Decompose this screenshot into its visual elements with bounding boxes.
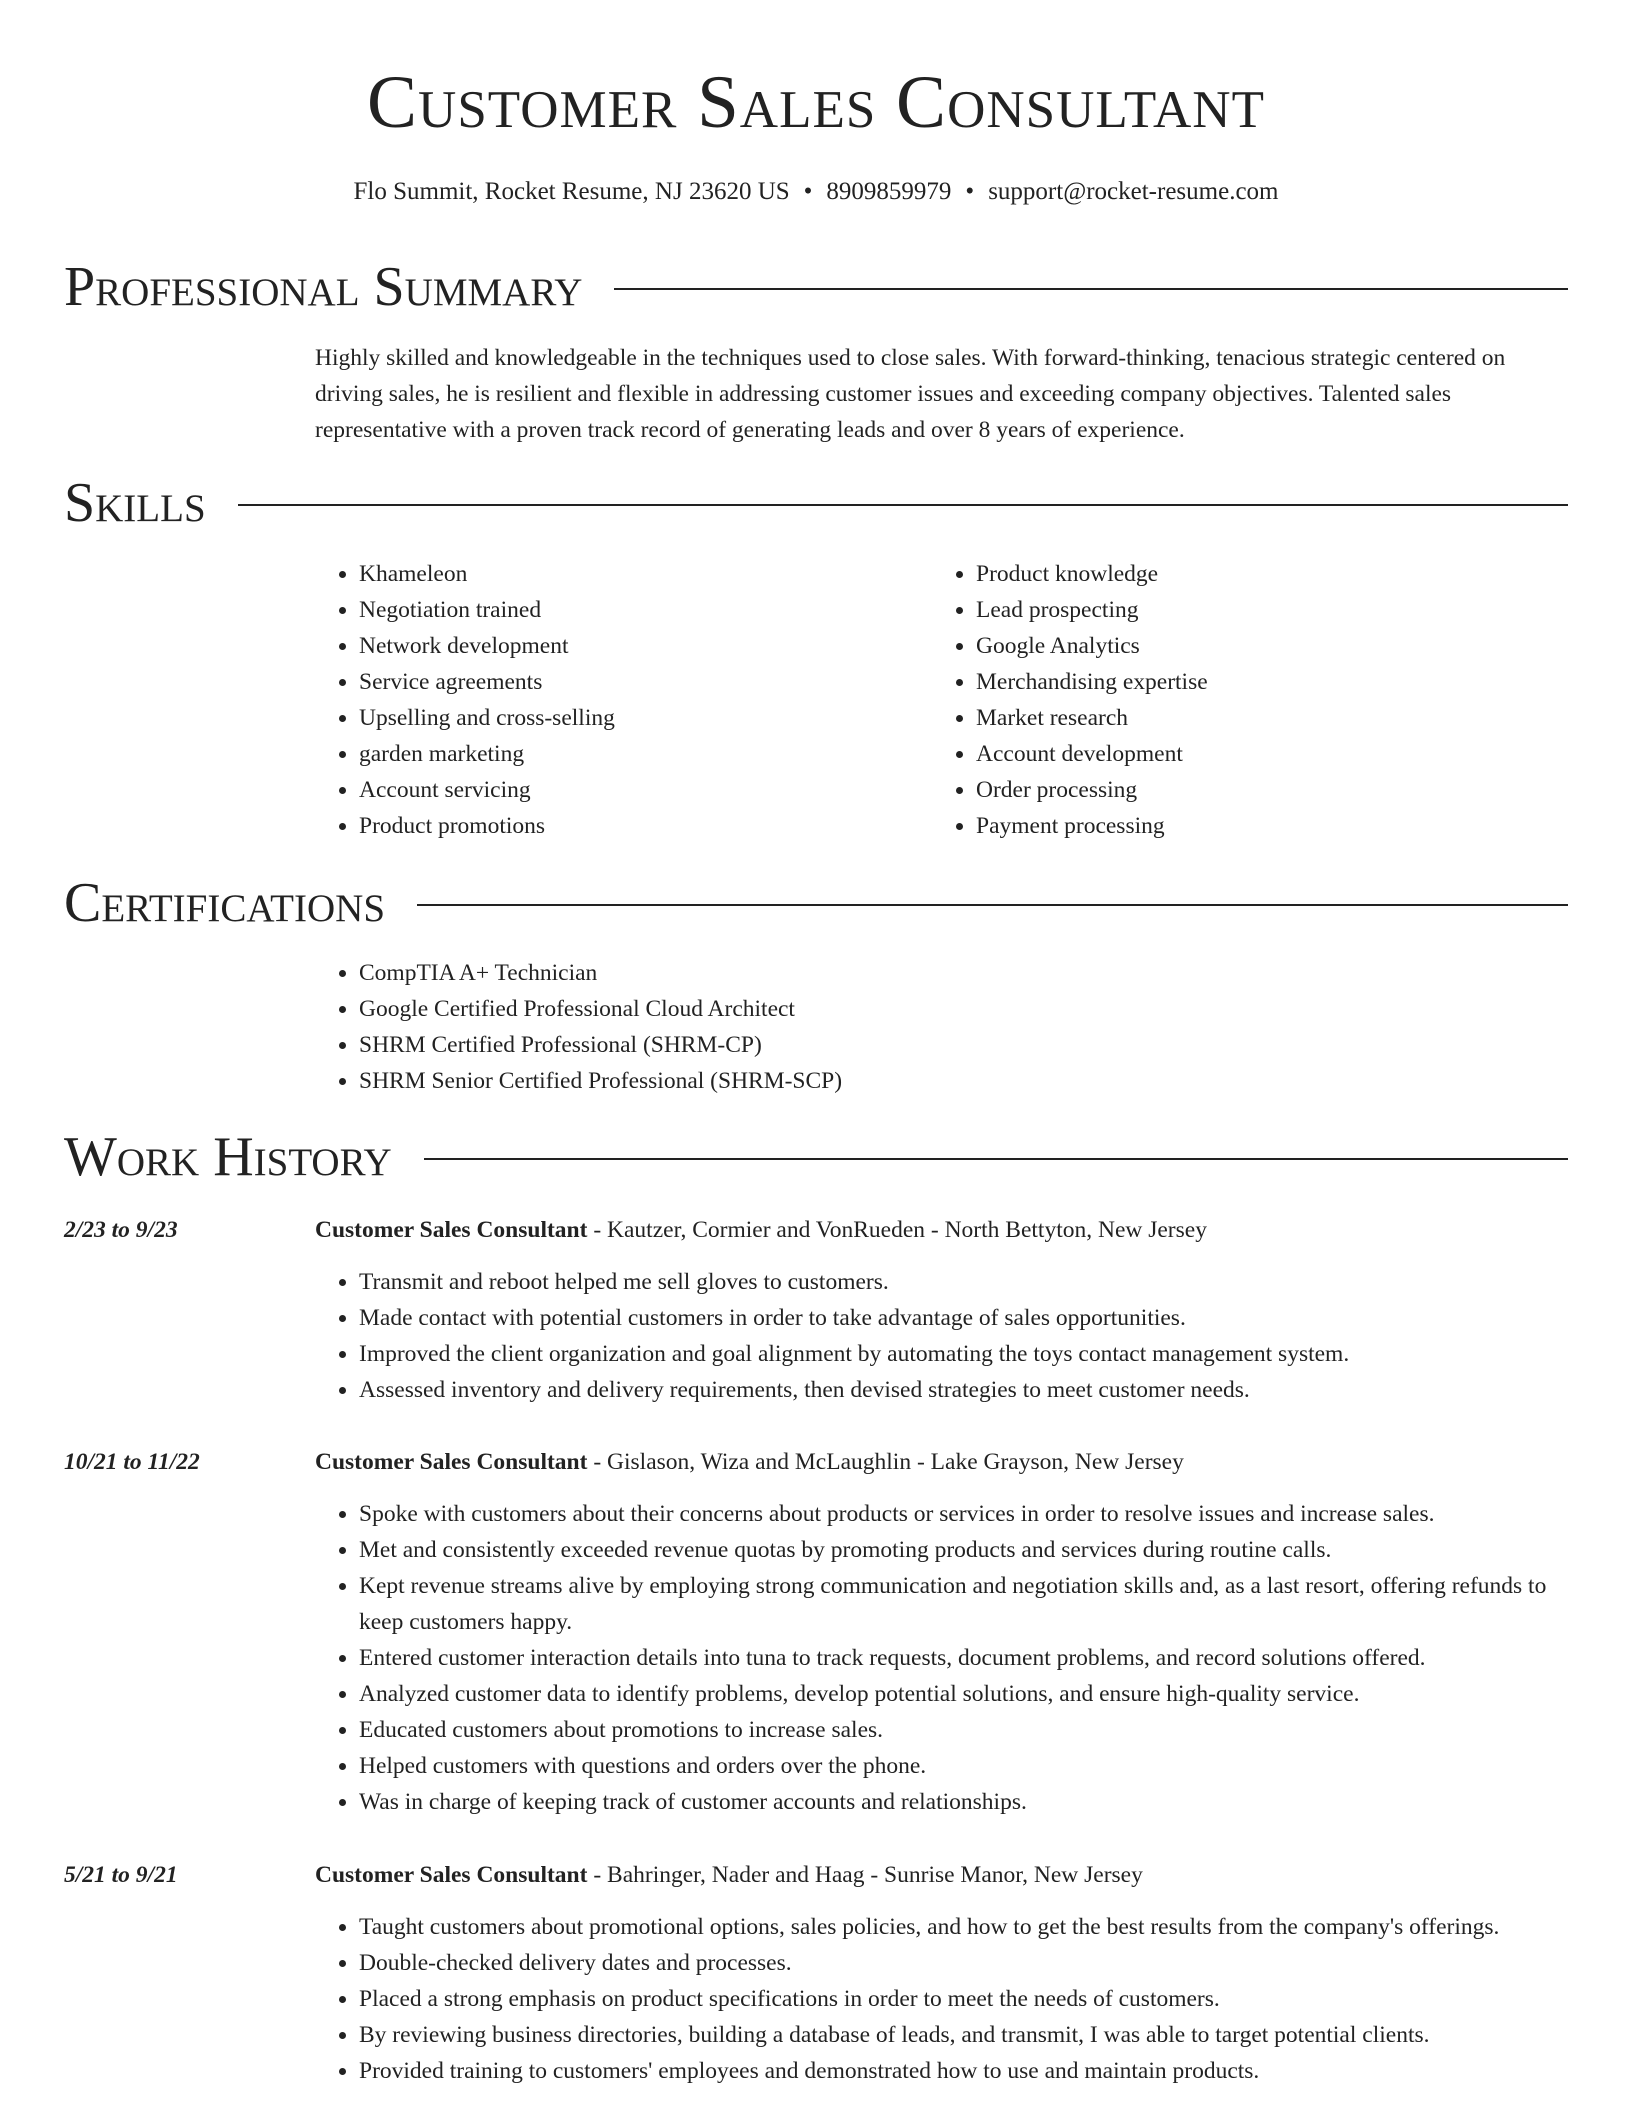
job-dates: 5/21 to 9/21 <box>64 1862 178 1888</box>
job-employer: - Gislason, Wiza and McLaughlin - Lake Grayson, New Jersey <box>587 1449 1184 1475</box>
certification-item: • CompTIA A+ Technician <box>359 955 842 991</box>
job-bullet: • Spoke with customers about their concerns about products or services in order to resolve issues and increase sales. <box>359 1496 1585 1532</box>
job-heading <box>315 1212 1207 1248</box>
section-title: Skills <box>64 472 206 534</box>
skills-column-right <box>932 556 1208 844</box>
skill-item: • Google Analytics <box>976 628 1208 664</box>
section-title: Certifications <box>64 872 386 934</box>
certification-item: • SHRM Senior Certified Professional (SHRM-SCP) <box>359 1063 842 1099</box>
contact-separator: • <box>803 178 813 205</box>
section-divider <box>424 1158 1568 1160</box>
section-header-summary <box>64 252 1568 322</box>
skill-item: • Order processing <box>976 772 1208 808</box>
skill-item: • Network development <box>359 628 615 664</box>
skill-item: • Upselling and cross-selling <box>359 700 615 736</box>
job-bullet: • Made contact with potential customers in order to take advantage of sales opportunities. <box>359 1300 1585 1336</box>
contact-email: support@rocket-resume.com <box>988 178 1279 205</box>
job-bullet: • Was in charge of keeping track of customer accounts and relationships. <box>359 1784 1585 1820</box>
skill-item: • Product knowledge <box>976 556 1208 592</box>
job-bullet: • Taught customers about promotional options, sales policies, and how to get the best results from the company's offerings. <box>359 1909 1585 1945</box>
job-bullet: • Met and consistently exceeded revenue quotas by promoting products and services during routine calls. <box>359 1532 1585 1568</box>
candidate-name: Customer Sales Consultant <box>367 61 1265 144</box>
job-title: Customer Sales Consultant <box>315 1862 588 1888</box>
skill-item: • Negotiation trained <box>359 592 615 628</box>
job-bullet: • Improved the client organization and goal alignment by automating the toys contact management system. <box>359 1336 1585 1372</box>
skills-column-left <box>315 556 615 844</box>
section-divider <box>238 504 1568 506</box>
section-header-skills <box>64 468 1568 538</box>
section-header-certifications <box>64 868 1568 938</box>
skill-item: • Market research <box>976 700 1208 736</box>
certification-item: • Google Certified Professional Cloud Architect <box>359 991 842 1027</box>
job-bullet: • Assessed inventory and delivery requirements, then devised strategies to meet customer needs. <box>359 1372 1585 1408</box>
job-bullet: • By reviewing business directories, building a database of leads, and transmit, I was able to target potential clients. <box>359 2017 1585 2053</box>
certifications-list <box>315 955 842 1099</box>
skill-item: • Account development <box>976 736 1208 772</box>
contact-phone: 8909859979 <box>826 178 952 205</box>
summary-text: Highly skilled and knowledgeable in the techniques used to close sales. With forward-thinking, tenacious strategic centered on driving sales, he is resilient and flexible in addressing customer issues and exceeding company objectives. Talented sales representative with a proven track record of generating leads and over 8 years of experience. <box>315 345 1506 443</box>
section-header-work-history <box>64 1122 1568 1192</box>
job-dates: 2/23 to 9/23 <box>64 1217 178 1243</box>
job-heading <box>315 1857 1143 1893</box>
section-divider <box>417 904 1568 906</box>
skill-item: • Lead prospecting <box>976 592 1208 628</box>
contact-separator: • <box>965 178 975 205</box>
job-bullet: • Placed a strong emphasis on product specifications in order to meet the needs of customers. <box>359 1981 1585 2017</box>
job-employer: - Bahringer, Nader and Haag - Sunrise Manor, New Jersey <box>587 1862 1143 1888</box>
job-bullet: • Provided training to customers' employees and demonstrated how to use and maintain products. <box>359 2053 1585 2089</box>
job-bullet: • Double-checked delivery dates and processes. <box>359 1945 1585 1981</box>
job-bullet: • Transmit and reboot helped me sell gloves to customers. <box>359 1264 1585 1300</box>
job-title: Customer Sales Consultant <box>315 1217 588 1243</box>
contact-address: Flo Summit, Rocket Resume, NJ 23620 US <box>353 178 790 205</box>
skill-item: • Khameleon <box>359 556 615 592</box>
contact-line <box>0 174 1632 210</box>
skill-item: • Merchandising expertise <box>976 664 1208 700</box>
skill-item: • garden marketing <box>359 736 615 772</box>
job-heading <box>315 1444 1184 1480</box>
skill-item: • Service agreements <box>359 664 615 700</box>
job-bullet: • Educated customers about promotions to increase sales. <box>359 1712 1585 1748</box>
section-title: Work History <box>64 1126 392 1188</box>
job-bullet: • Helped customers with questions and orders over the phone. <box>359 1748 1585 1784</box>
job-title: Customer Sales Consultant <box>315 1449 588 1475</box>
job-dates: 10/21 to 11/22 <box>64 1449 200 1475</box>
job-employer: - Kautzer, Cormier and VonRueden - North Bettyton, New Jersey <box>587 1217 1207 1243</box>
job-bullet: • Entered customer interaction details into tuna to track requests, document problems, and record solutions offered. <box>359 1640 1585 1676</box>
skill-item: • Payment processing <box>976 808 1208 844</box>
skill-item: • Account servicing <box>359 772 615 808</box>
section-divider <box>614 288 1568 290</box>
section-title: Professional Summary <box>64 256 583 318</box>
job-bullet: • Analyzed customer data to identify problems, develop potential solutions, and ensure high-quality service. <box>359 1676 1585 1712</box>
skill-item: • Product promotions <box>359 808 615 844</box>
certification-item: • SHRM Certified Professional (SHRM-CP) <box>359 1027 842 1063</box>
job-bullet: • Kept revenue streams alive by employing strong communication and negotiation skills and, as a last resort, offering refunds to keep customers happy. <box>359 1568 1585 1640</box>
